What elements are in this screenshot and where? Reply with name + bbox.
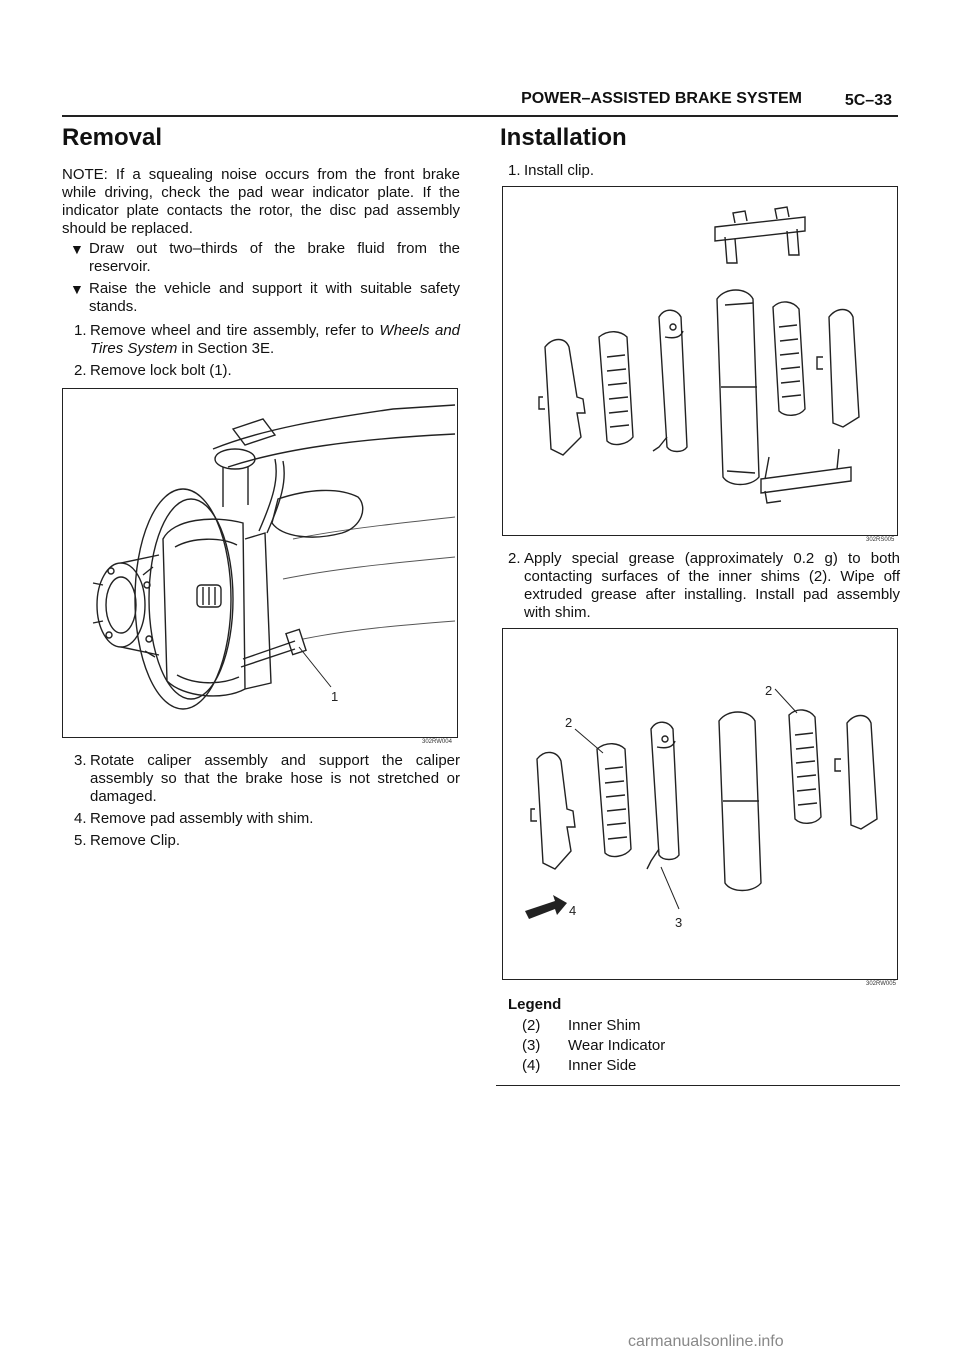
step-number: 1. (74, 322, 87, 339)
legend-item (522, 1017, 641, 1034)
bullet-text: Raise the vehicle and support it with suitable safety stands. (89, 280, 460, 315)
page-number: 5C–33 (844, 92, 892, 109)
legend-key: (3) (522, 1037, 541, 1054)
bullet-item (70, 280, 460, 316)
step-number: 5. (74, 832, 87, 849)
bullet-marker-icon: ▼ (70, 241, 84, 257)
step-text: Apply special grease (approximately 0.2 g) to both contacting surfaces of the inner shims (2). Wipe off extruded grease after installing. Install pad assembly with shim. (524, 550, 900, 621)
bullet-item (70, 240, 460, 276)
watermark: carmanualsonline.info (628, 1333, 784, 1350)
removal-step (62, 810, 460, 828)
legend-item (522, 1037, 665, 1054)
removal-step (62, 362, 460, 380)
bullet-marker-icon: ▼ (70, 281, 84, 297)
legend-label: Inner Side (568, 1057, 637, 1074)
legend-label: Inner Shim (568, 1017, 641, 1034)
legend-key: (2) (522, 1017, 541, 1034)
step-text: Install clip. (524, 162, 595, 179)
installation-heading: Installation (500, 124, 627, 151)
lock-bolt-callout: 1 (331, 689, 339, 704)
pads-exploded-illustration (503, 187, 897, 535)
step-text: Remove lock bolt (1). (90, 362, 232, 379)
pad-shim-figure (502, 628, 898, 980)
figure-code: 302RW004 (422, 739, 452, 745)
page-header (496, 88, 896, 112)
inner-shim-callout: 2 (765, 683, 773, 698)
caliper-illustration (63, 389, 457, 737)
legend-item (522, 1057, 636, 1074)
legend-key: (4) (522, 1057, 541, 1074)
step-number: 3. (74, 752, 87, 769)
legend-label: Wear Indicator (568, 1037, 666, 1054)
removal-step (62, 322, 460, 358)
step-number: 1. (508, 162, 521, 179)
header-rule (62, 115, 898, 117)
inner-shim-callout: 2 (565, 715, 573, 730)
section-title: POWER–ASSISTED BRAKE SYSTEM (521, 90, 802, 107)
inner-side-callout: 4 (569, 903, 577, 918)
step-text: Remove pad assembly with shim. (90, 810, 314, 827)
installation-step (496, 550, 900, 622)
installation-step (496, 162, 900, 180)
pads-callout-illustration (503, 629, 897, 979)
step-number: 2. (508, 550, 521, 567)
step-text: Remove Clip. (90, 832, 181, 849)
legend-title: Legend (508, 996, 562, 1013)
step-text: Rotate caliper assembly and support the caliper assembly so that the brake hose is not stretched or damaged. (90, 752, 460, 805)
removal-note: NOTE: If a squealing noise occurs from the front brake while driving, check the pad wear indicator plate. If the indicator plate contacts the rotor, the disc pad assembly should be replaced. (62, 166, 460, 237)
step-reference: Wheels and Tires System (90, 322, 461, 357)
step-text: Remove wheel and tire assembly, refer to Wheels and Tires System in Section 3E. (90, 322, 461, 357)
legend-bottom-rule (496, 1085, 900, 1086)
pad-clip-figure (502, 186, 898, 536)
caliper-removal-figure (62, 388, 458, 738)
step-number: 4. (74, 810, 87, 827)
figure-code: 302RW005 (866, 981, 896, 987)
step-number: 2. (74, 362, 87, 379)
bullet-text: Draw out two–thirds of the brake fluid from the reservoir. (89, 240, 460, 275)
wear-indicator-callout: 3 (675, 915, 683, 930)
removal-step (62, 832, 460, 850)
removal-step (62, 752, 460, 806)
figure-code: 302RS005 (866, 537, 895, 543)
removal-heading: Removal (62, 124, 163, 151)
